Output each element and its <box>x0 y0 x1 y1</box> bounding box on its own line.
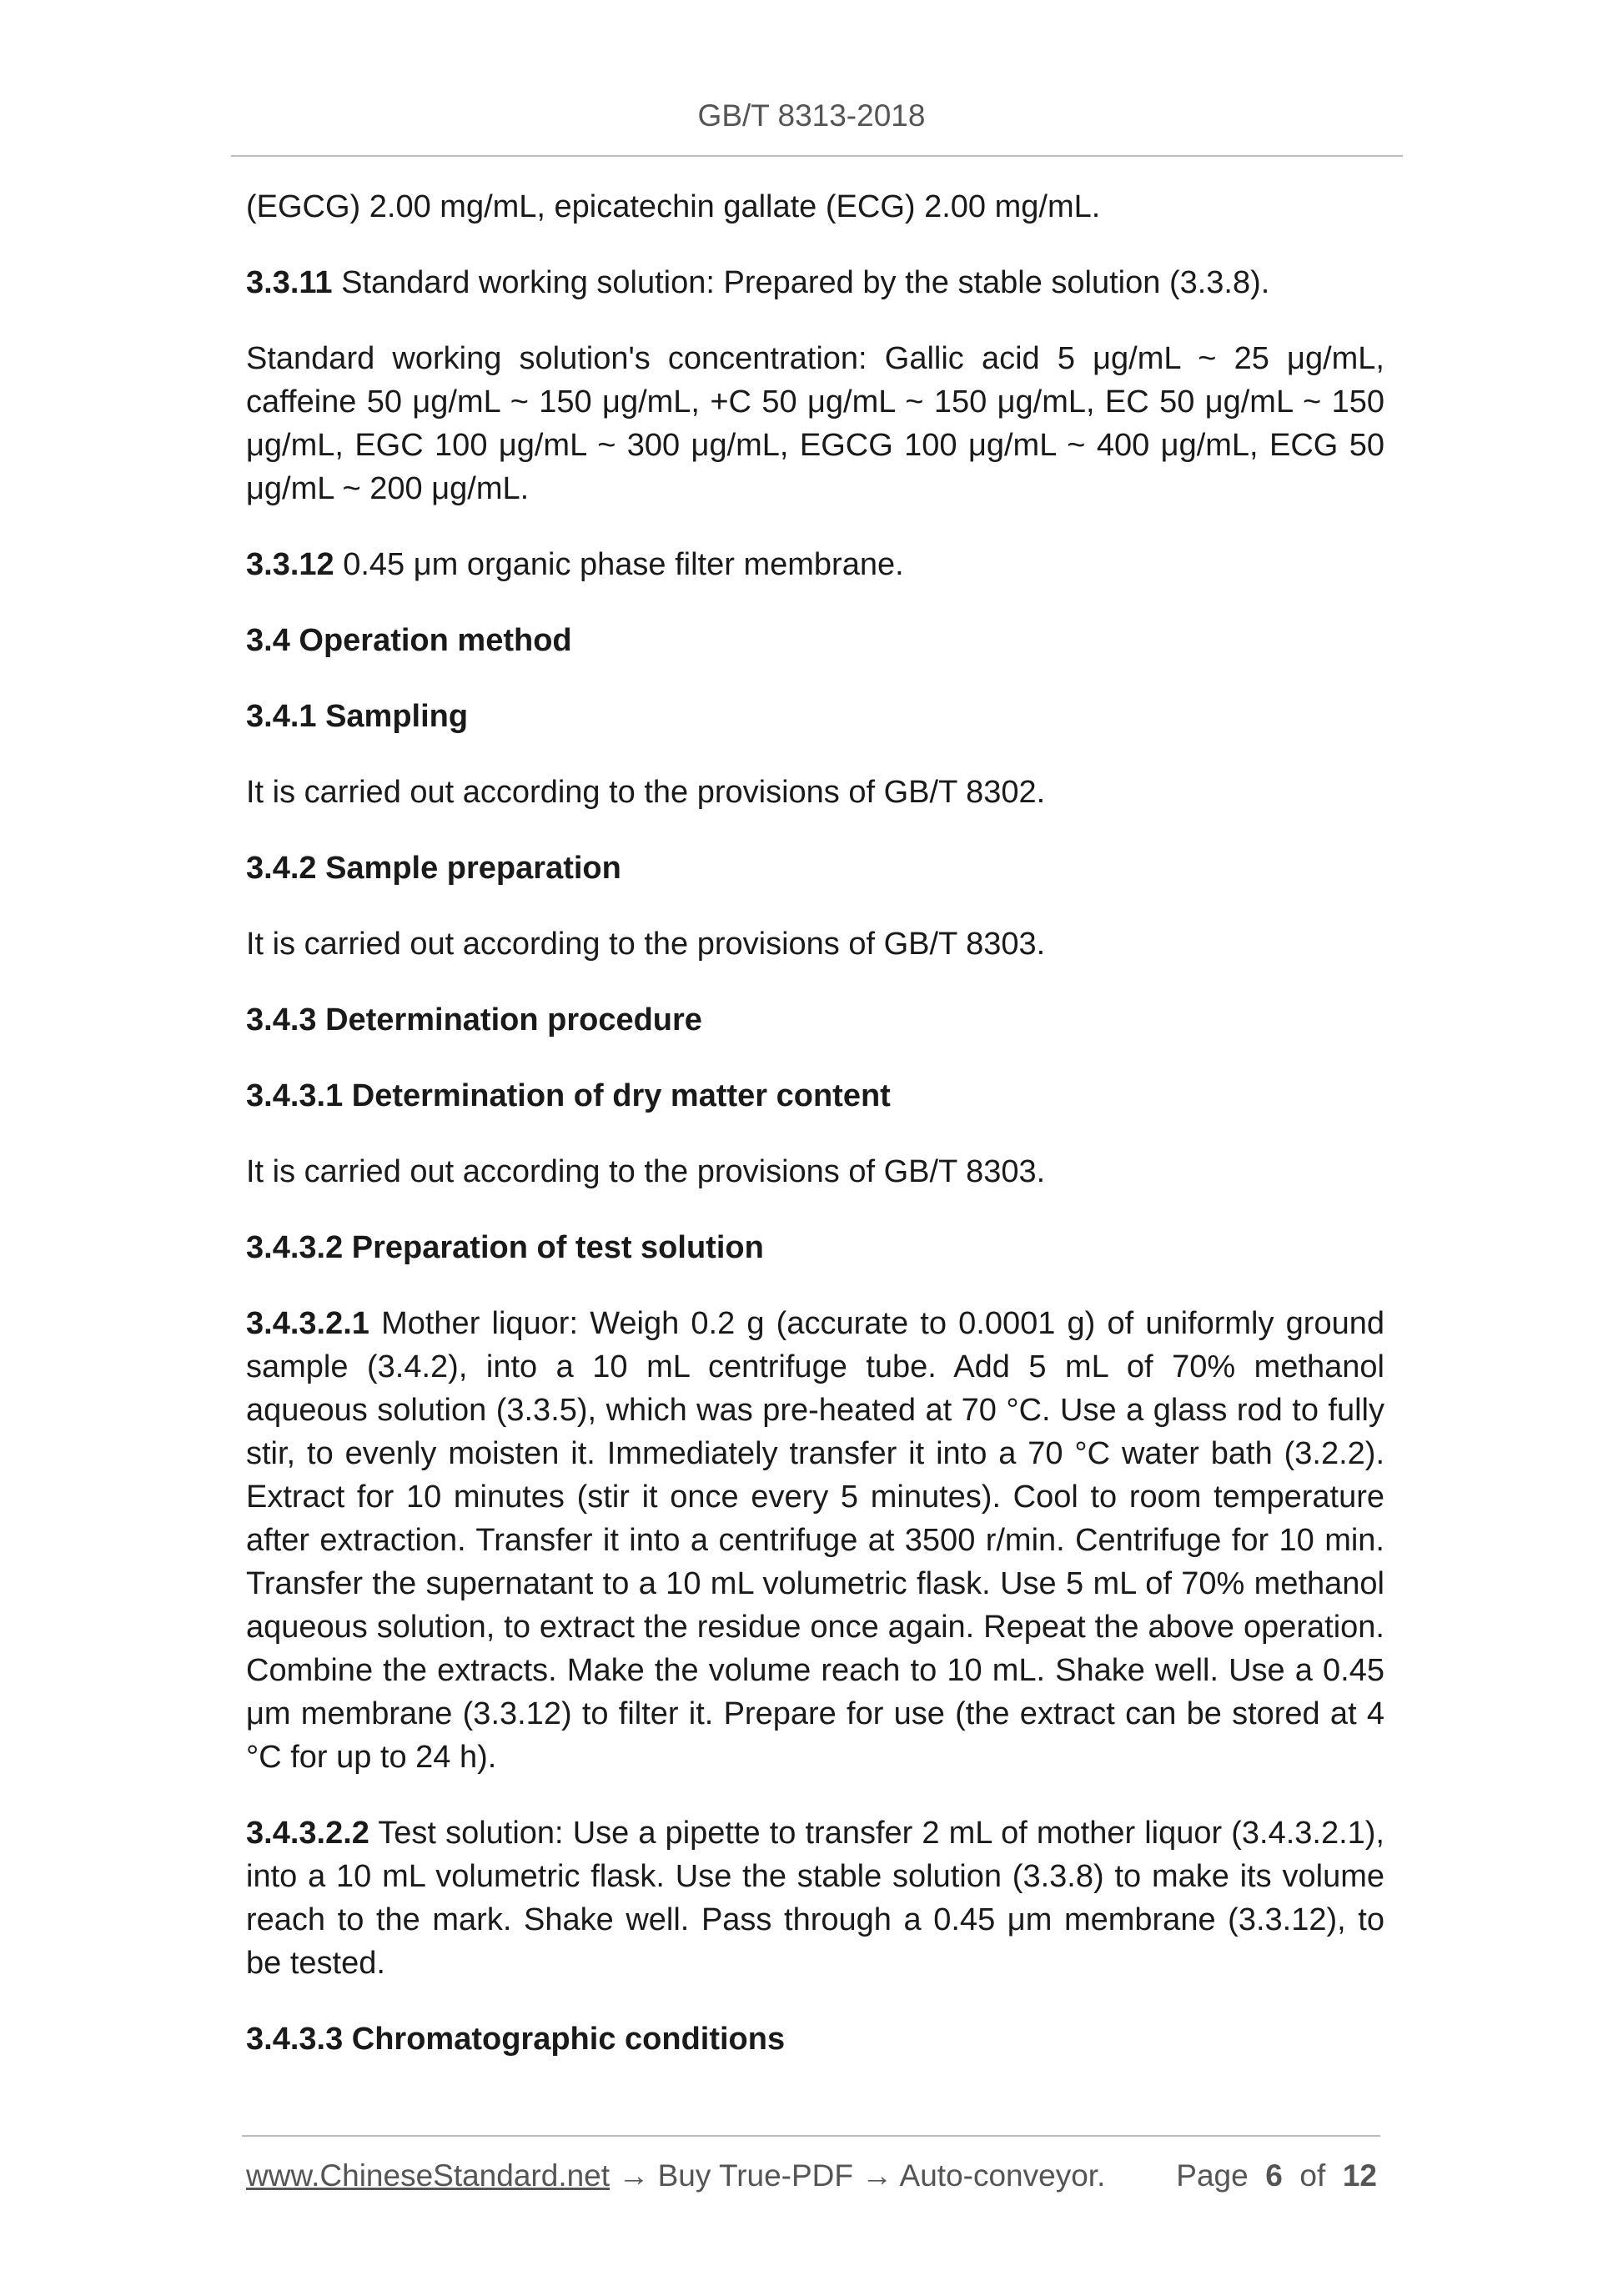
footer-divider <box>242 2135 1380 2137</box>
clause-number: 3.3.12 <box>246 547 334 582</box>
clause-mother-liquor <box>246 1302 1384 1779</box>
clause-text: 0.45 μm organic phase filter membrane. <box>334 547 904 582</box>
page-label: Page <box>1176 2158 1249 2193</box>
heading-operation-method: 3.4 Operation method <box>246 623 572 658</box>
total-pages: 12 <box>1342 2158 1377 2193</box>
header-divider <box>231 155 1403 157</box>
page-of-label: of <box>1299 2158 1326 2193</box>
paragraph-sampling: It is carried out according to the provisions of GB/T 8302. <box>246 775 1046 810</box>
heading-test-solution-preparation: 3.4.3.2 Preparation of test solution <box>246 1230 764 1265</box>
buy-true-pdf-text: Buy True-PDF <box>657 2158 854 2193</box>
paragraph-working-concentration: Standard working solution's concentration: Gallic acid 5 μg/mL ~ 25 μg/mL, caffeine 50 μg/mL ~ 150 μg/mL, +C 50 μg/mL ~ 150 μg/mL, EC 50 μg/mL ~ 150 μg/mL, EGC 100 μg/mL ~ 300 μg/mL, EGCG 100 μg/mL ~ 400 μg/mL, ECG 50 μg/mL ~ 200 μg/mL. <box>246 341 1384 506</box>
auto-conveyor-text: Auto-conveyor. <box>899 2158 1106 2193</box>
clause-number: 3.4.3.2.2 <box>246 1816 369 1851</box>
heading-sample-preparation: 3.4.2 Sample preparation <box>246 851 621 886</box>
chinesestandard-link[interactable]: www.ChineseStandard.net <box>246 2158 611 2193</box>
clause-test-solution <box>246 1811 1384 1985</box>
clause-3-3-12 <box>246 543 1384 586</box>
arrow-icon: → <box>853 2158 900 2193</box>
clause-text: Test solution: Use a pipette to transfer 2 mL of mother liquor (3.4.3.2.1), into a 10 mL volumetric flask. Use the stable solution (3.3.8) to make its volume reach to the mark. Shake well. Pass through a 0.45 μm membrane (3.3.12), to be tested. <box>246 1816 1384 1981</box>
footer-links <box>246 2158 1105 2193</box>
clause-number: 3.4.3.2.1 <box>246 1306 369 1341</box>
document-header: GB/T 8313-2018 <box>697 98 926 133</box>
paragraph-sample-preparation: It is carried out according to the provisions of GB/T 8303. <box>246 927 1046 962</box>
clause-number: 3.3.11 <box>246 265 333 300</box>
heading-chromatographic-conditions: 3.4.3.3 Chromatographic conditions <box>246 2022 786 2057</box>
clause-text: Standard working solution: Prepared by the stable solution (3.3.8). <box>332 265 1270 300</box>
clause-text: Mother liquor: Weigh 0.2 g (accurate to 0.0001 g) of uniformly ground sample (3.4.2), into a 10 mL centrifuge tube. Add 5 mL of 70% methanol aqueous solution (3.3.5), which was pre-heated at 70 °C. Use a glass rod to fully stir, to evenly moisten it. Immediately transfer it into a 70 °C water bath (3.2.2). Extract for 10 minutes (stir it once every 5 minutes). Cool to room temperature after extraction. Transfer it into a centrifuge at 3500 r/min. Centrifuge for 10 min. Transfer the supernatant to a 10 mL volumetric flask. Use 5 mL of 70% methanol aqueous solution, to extract the residue once again. Repeat the above operation. Combine the extracts. Make the volume reach to 10 mL. Shake well. Use a 0.45 μm membrane (3.3.12) to filter it. Prepare for use (the extract can be stored at 4 °C for up to 24 h). <box>246 1306 1384 1775</box>
current-page: 6 <box>1265 2158 1283 2193</box>
paragraph-ecg-continuation: (EGCG) 2.00 mg/mL, epicatechin gallate (ECG) 2.00 mg/mL. <box>246 189 1101 224</box>
clause-3-3-11 <box>246 261 1384 304</box>
heading-dry-matter: 3.4.3.1 Determination of dry matter content <box>246 1078 891 1113</box>
page-content <box>246 185 1384 2093</box>
heading-sampling: 3.4.1 Sampling <box>246 699 469 734</box>
arrow-icon: → <box>610 2158 658 2193</box>
page-number <box>1176 2158 1377 2193</box>
heading-determination-procedure: 3.4.3 Determination procedure <box>246 1002 702 1037</box>
paragraph-dry-matter: It is carried out according to the provisions of GB/T 8303. <box>246 1154 1046 1189</box>
